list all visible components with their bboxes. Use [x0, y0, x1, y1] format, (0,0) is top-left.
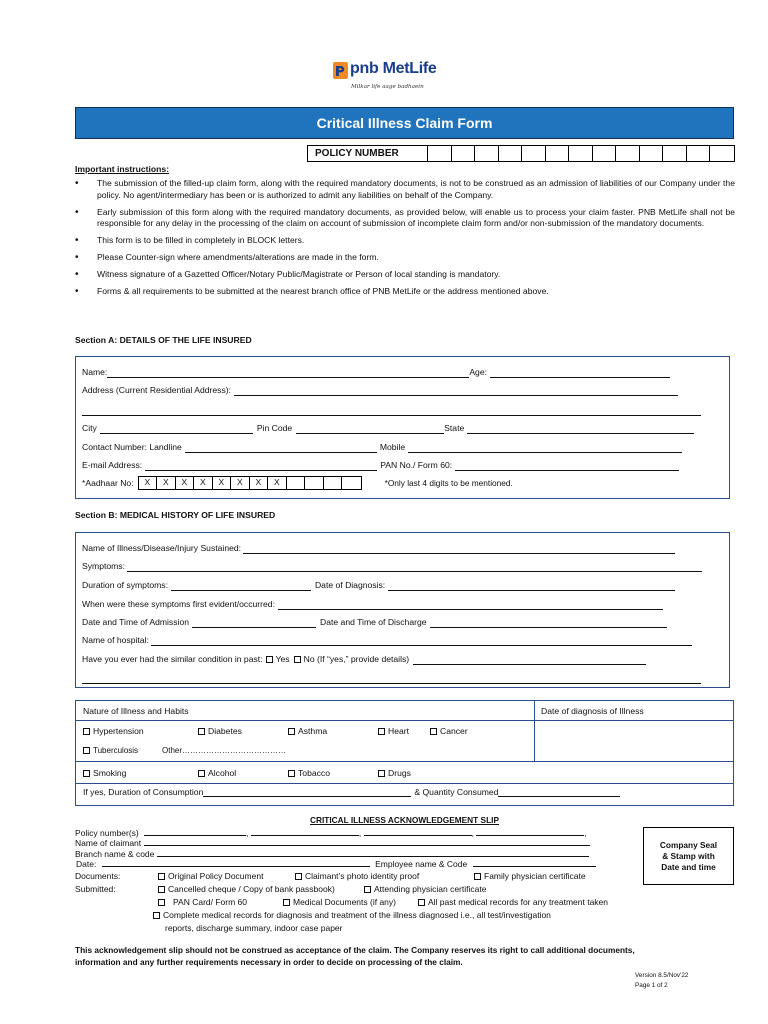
instruction-item: • This form is to be filled in completely in BLOCK letters.: [75, 235, 735, 247]
similar-condition-row: [82, 651, 646, 665]
diabetes-option[interactable]: Diabetes: [198, 726, 242, 736]
seal-line: & Stamp with: [662, 850, 715, 861]
aadhaar-cell: X: [157, 477, 176, 489]
aadhaar-cell: X: [139, 477, 158, 489]
policy-digit-cell[interactable]: [452, 146, 476, 161]
illness-row: [82, 540, 675, 554]
similar-details-input[interactable]: [413, 655, 646, 665]
ack-employee-label: Employee name & Code: [375, 859, 468, 869]
hospital-row: [82, 632, 692, 646]
doc-past-medical-records[interactable]: All past medical records for any treatment taken: [418, 897, 608, 907]
ack-branch-label: Branch name & code: [75, 849, 155, 859]
policy-digit-cell[interactable]: [546, 146, 570, 161]
checkbox[interactable]: [83, 747, 90, 754]
habits-col2-header: Date of diagnosis of Illness: [541, 706, 644, 716]
section-b-heading: Section B: MEDICAL HISTORY OF LIFE INSURED: [75, 510, 276, 520]
illness-label: Name of Illness/Disease/Injury Sustained:: [82, 543, 242, 553]
policy-digit-cell[interactable]: [499, 146, 523, 161]
ack-policy-input-1[interactable]: [144, 826, 246, 836]
ack-policy-input-4[interactable]: [476, 826, 584, 836]
instructions-heading: Important instructions:: [75, 164, 170, 174]
seal-line: Company Seal: [659, 839, 718, 850]
policy-digit-cell[interactable]: [475, 146, 499, 161]
checkbox[interactable]: [158, 899, 165, 906]
checkbox[interactable]: [378, 770, 385, 777]
symptoms-input[interactable]: [127, 562, 702, 572]
policy-digit-cell[interactable]: [710, 146, 734, 161]
diagnosis-date-label: Date of Diagnosis:: [314, 580, 386, 590]
yes-label: Yes: [275, 654, 290, 664]
doc-cancelled-cheque[interactable]: Cancelled cheque / Copy of bank passbook): [158, 884, 335, 894]
aadhaar-cell: X: [176, 477, 195, 489]
asthma-option[interactable]: Asthma: [288, 726, 327, 736]
instructions-list: [75, 178, 735, 303]
tobacco-option[interactable]: Tobacco: [288, 768, 330, 778]
similar-condition-label: Have you ever had the similar condition in past:: [82, 654, 263, 664]
instruction-item: • Please Counter-sign where amendments/alterations are made in the form.: [75, 252, 735, 264]
tuberculosis-option[interactable]: Tuberculosis: [83, 746, 138, 755]
policy-digit-cell[interactable]: [687, 146, 711, 161]
policy-digit-cell[interactable]: [569, 146, 593, 161]
pin-label: Pin Code: [256, 423, 293, 433]
smoking-option[interactable]: Smoking: [83, 768, 126, 778]
address-label: Address (Current Residential Address):: [82, 385, 232, 395]
ack-employee-input[interactable]: [473, 857, 596, 867]
contact-row: [82, 439, 682, 453]
ack-policy-row: Policy number(s) , , , ,: [75, 828, 587, 838]
duration-row: [82, 577, 675, 591]
ack-claimant-input[interactable]: [144, 836, 590, 846]
ack-submitted-label: Submitted:: [75, 884, 116, 894]
policy-digit-cell[interactable]: [663, 146, 687, 161]
quantity-input[interactable]: [498, 787, 620, 797]
aadhaar-cell[interactable]: [324, 477, 343, 489]
ack-claimant-label: Name of claimant: [75, 838, 142, 848]
aadhaar-cell: X: [213, 477, 232, 489]
similar-details-input-line-2[interactable]: [82, 674, 701, 684]
doc-photo-id[interactable]: Claimant’s photo identity proof: [295, 871, 419, 881]
doc-complete-records[interactable]: Complete medical records for diagnosis and treatment of the illness diagnosed i.e., all test/investigation: [153, 910, 551, 920]
brand-prefix: pnb: [350, 60, 379, 77]
pin-input[interactable]: [296, 424, 444, 434]
aadhaar-cell[interactable]: [342, 477, 361, 489]
city-row: [82, 420, 694, 434]
ack-policy-label: Policy number(s): [75, 828, 139, 838]
aadhaar-cell[interactable]: [305, 477, 324, 489]
policy-digit-cell[interactable]: [522, 146, 546, 161]
landline-input[interactable]: [185, 443, 377, 453]
no-checkbox[interactable]: [294, 656, 301, 663]
admission-row: [82, 614, 667, 628]
checkbox[interactable]: [295, 873, 302, 880]
aadhaar-row: [82, 476, 513, 490]
address-input-line-2[interactable]: [82, 406, 701, 416]
landline-label: Contact Number: Landline: [82, 442, 182, 452]
checkbox[interactable]: [288, 770, 295, 777]
pan-input[interactable]: [455, 461, 679, 471]
aadhaar-cell: X: [268, 477, 287, 489]
name-input[interactable]: [107, 368, 469, 378]
yes-checkbox[interactable]: [266, 656, 273, 663]
seal-line: Date and time: [661, 861, 716, 872]
ack-branch-input[interactable]: [157, 847, 589, 857]
checkbox[interactable]: [83, 770, 90, 777]
doc-medical-documents[interactable]: Medical Documents (if any): [283, 897, 396, 907]
discharge-input[interactable]: [430, 618, 667, 628]
policy-digit-cell[interactable]: [428, 146, 452, 161]
brand-tagline: Milkar life aage badhaein: [351, 84, 424, 90]
checkbox[interactable]: [198, 770, 205, 777]
pan-label: PAN No./ Form 60:: [380, 460, 453, 470]
policy-number-field[interactable]: [307, 145, 735, 162]
aadhaar-note: *Only last 4 digits to be mentioned.: [384, 478, 513, 488]
alcohol-option[interactable]: Alcohol: [198, 768, 236, 778]
duration-input[interactable]: [171, 581, 311, 591]
doc-attending-physician[interactable]: Attending physician certificate: [364, 884, 486, 894]
consumption-duration-input[interactable]: [203, 787, 411, 797]
checkbox[interactable]: [418, 899, 425, 906]
doc-original-policy[interactable]: Original Policy Document: [158, 871, 263, 881]
city-label: City: [82, 423, 97, 433]
disclaimer-line-2: information and any further requirements necessary in order to decide on processing of the claim.: [75, 957, 463, 967]
age-input[interactable]: [490, 368, 670, 378]
instruction-item: • Early submission of this form along with the required mandatory documents, as provided below, will enable us to process your claim faster. PNB MetLife shall not be responsible for any delay in the processing of the claim on account of submission of incomplete claim form and/or non-submission of the mandatory documents.: [75, 207, 735, 230]
habits-col1-header: Nature of Illness and Habits: [83, 706, 189, 716]
company-seal-box: [643, 827, 734, 885]
section-a-heading: Section A: DETAILS OF THE LIFE INSURED: [75, 335, 252, 345]
similar-details-row-2: [82, 670, 701, 684]
policy-number-label: POLICY NUMBER: [308, 146, 428, 161]
cancer-option[interactable]: Cancer: [430, 726, 468, 736]
doc-complete-records-cont: reports, discharge summary, indoor case paper: [165, 923, 343, 933]
habits-table: [75, 700, 734, 806]
name-row: [82, 364, 670, 378]
admission-label: Date and Time of Admission: [82, 617, 189, 627]
instruction-item: • Witness signature of a Gazetted Officer/Notary Public/Magistrate or Person of local standing is mandatory.: [75, 269, 735, 281]
checkbox[interactable]: [158, 873, 165, 880]
first-evident-label: When were these symptoms first evident/occurred:: [82, 599, 275, 609]
doc-family-physician[interactable]: Family physician certificate: [474, 871, 586, 881]
ack-policy-input-3[interactable]: [364, 826, 472, 836]
checkbox[interactable]: [158, 886, 165, 893]
duration-label: Duration of symptoms:: [82, 580, 168, 590]
disclaimer-line-1: This acknowledgement slip should not be construed as acceptance of the claim. The Company reserves its right to call additional documents,: [75, 945, 635, 955]
policy-digit-cell[interactable]: [616, 146, 640, 161]
aadhaar-label: *Aadhaar No:: [82, 478, 134, 488]
email-input[interactable]: [145, 461, 377, 471]
address-input[interactable]: [234, 386, 678, 396]
heart-option[interactable]: Heart: [378, 726, 409, 736]
aadhaar-cell: X: [250, 477, 269, 489]
instruction-item: • Forms & all requirements to be submitted at the nearest branch office of PNB MetLife or the address mentioned above.: [75, 286, 735, 298]
ack-documents-label: Documents:: [75, 871, 121, 881]
checkbox[interactable]: [430, 728, 437, 735]
company-logo: [333, 60, 453, 96]
aadhaar-cell[interactable]: [287, 477, 306, 489]
instruction-item: • The submission of the filled-up claim form, along with the required mandatory documents, is not to be construed as an admission of liabilities of our Company under the policy. No agent/intermediary has been or is authorized to admit any liabilities on behalf of the Company.: [75, 178, 735, 201]
diagnosis-date-input[interactable]: [388, 581, 675, 591]
policy-digit-cell[interactable]: [640, 146, 664, 161]
aadhaar-cell: X: [231, 477, 250, 489]
checkbox[interactable]: [474, 873, 481, 880]
first-evident-input[interactable]: [278, 600, 663, 610]
consumption-row: [83, 787, 620, 797]
form-title: Critical Illness Claim Form: [75, 107, 734, 139]
ack-date-row: [75, 857, 596, 869]
symptoms-label: Symptoms:: [82, 561, 125, 571]
hypertension-option[interactable]: Hypertension: [83, 726, 144, 736]
symptoms-row: [82, 558, 702, 572]
ack-date-input[interactable]: [102, 857, 370, 867]
checkbox[interactable]: [198, 728, 205, 735]
quantity-label: & Quantity Consumed: [414, 787, 499, 797]
drugs-option[interactable]: Drugs: [378, 768, 411, 778]
checkbox[interactable]: [288, 728, 295, 735]
other-illness-field[interactable]: Other…………………………………: [162, 746, 287, 755]
policy-digit-cell[interactable]: [593, 146, 617, 161]
checkbox[interactable]: [283, 899, 290, 906]
ack-date-label: Date:: [76, 859, 97, 869]
email-label: E-mail Address:: [82, 460, 143, 470]
illness-input[interactable]: [243, 544, 675, 554]
pnb-logo-icon: [333, 62, 348, 79]
yes-option[interactable]: [266, 654, 290, 665]
version-label: Version 8.5/Nov'22: [635, 972, 689, 979]
age-label: Age:: [469, 367, 487, 377]
hospital-input[interactable]: [151, 636, 692, 646]
ack-slip-title: CRITICAL ILLNESS ACKNOWLEDGEMENT SLIP: [310, 815, 499, 825]
brand-suffix: MetLife: [382, 60, 437, 77]
ack-policy-input-2[interactable]: [251, 826, 359, 836]
checkbox[interactable]: [153, 912, 160, 919]
consumption-duration-label: If yes, Duration of Consumption: [83, 787, 204, 797]
mobile-input[interactable]: [408, 443, 682, 453]
state-input[interactable]: [467, 424, 694, 434]
checkbox[interactable]: [378, 728, 385, 735]
state-label: State: [444, 423, 465, 433]
aadhaar-input[interactable]: [138, 476, 362, 490]
address-row-2: [82, 402, 701, 416]
hospital-label: Name of hospital:: [82, 635, 149, 645]
doc-pan-card[interactable]: PAN Card/ Form 60: [158, 897, 247, 907]
page-number: Page 1 of 2: [635, 982, 668, 989]
address-row: [82, 382, 678, 396]
checkbox[interactable]: [364, 886, 371, 893]
name-label: Name:: [82, 367, 108, 377]
checkbox[interactable]: [83, 728, 90, 735]
no-option[interactable]: [294, 654, 410, 665]
first-evident-row: [82, 596, 663, 610]
email-row: [82, 457, 679, 471]
city-input[interactable]: [100, 424, 253, 434]
admission-input[interactable]: [192, 618, 316, 628]
discharge-label: Date and Time of Discharge: [320, 617, 427, 627]
aadhaar-cell: X: [194, 477, 213, 489]
mobile-label: Mobile: [379, 442, 406, 452]
no-label: No (If “yes,” provide details): [303, 654, 410, 664]
